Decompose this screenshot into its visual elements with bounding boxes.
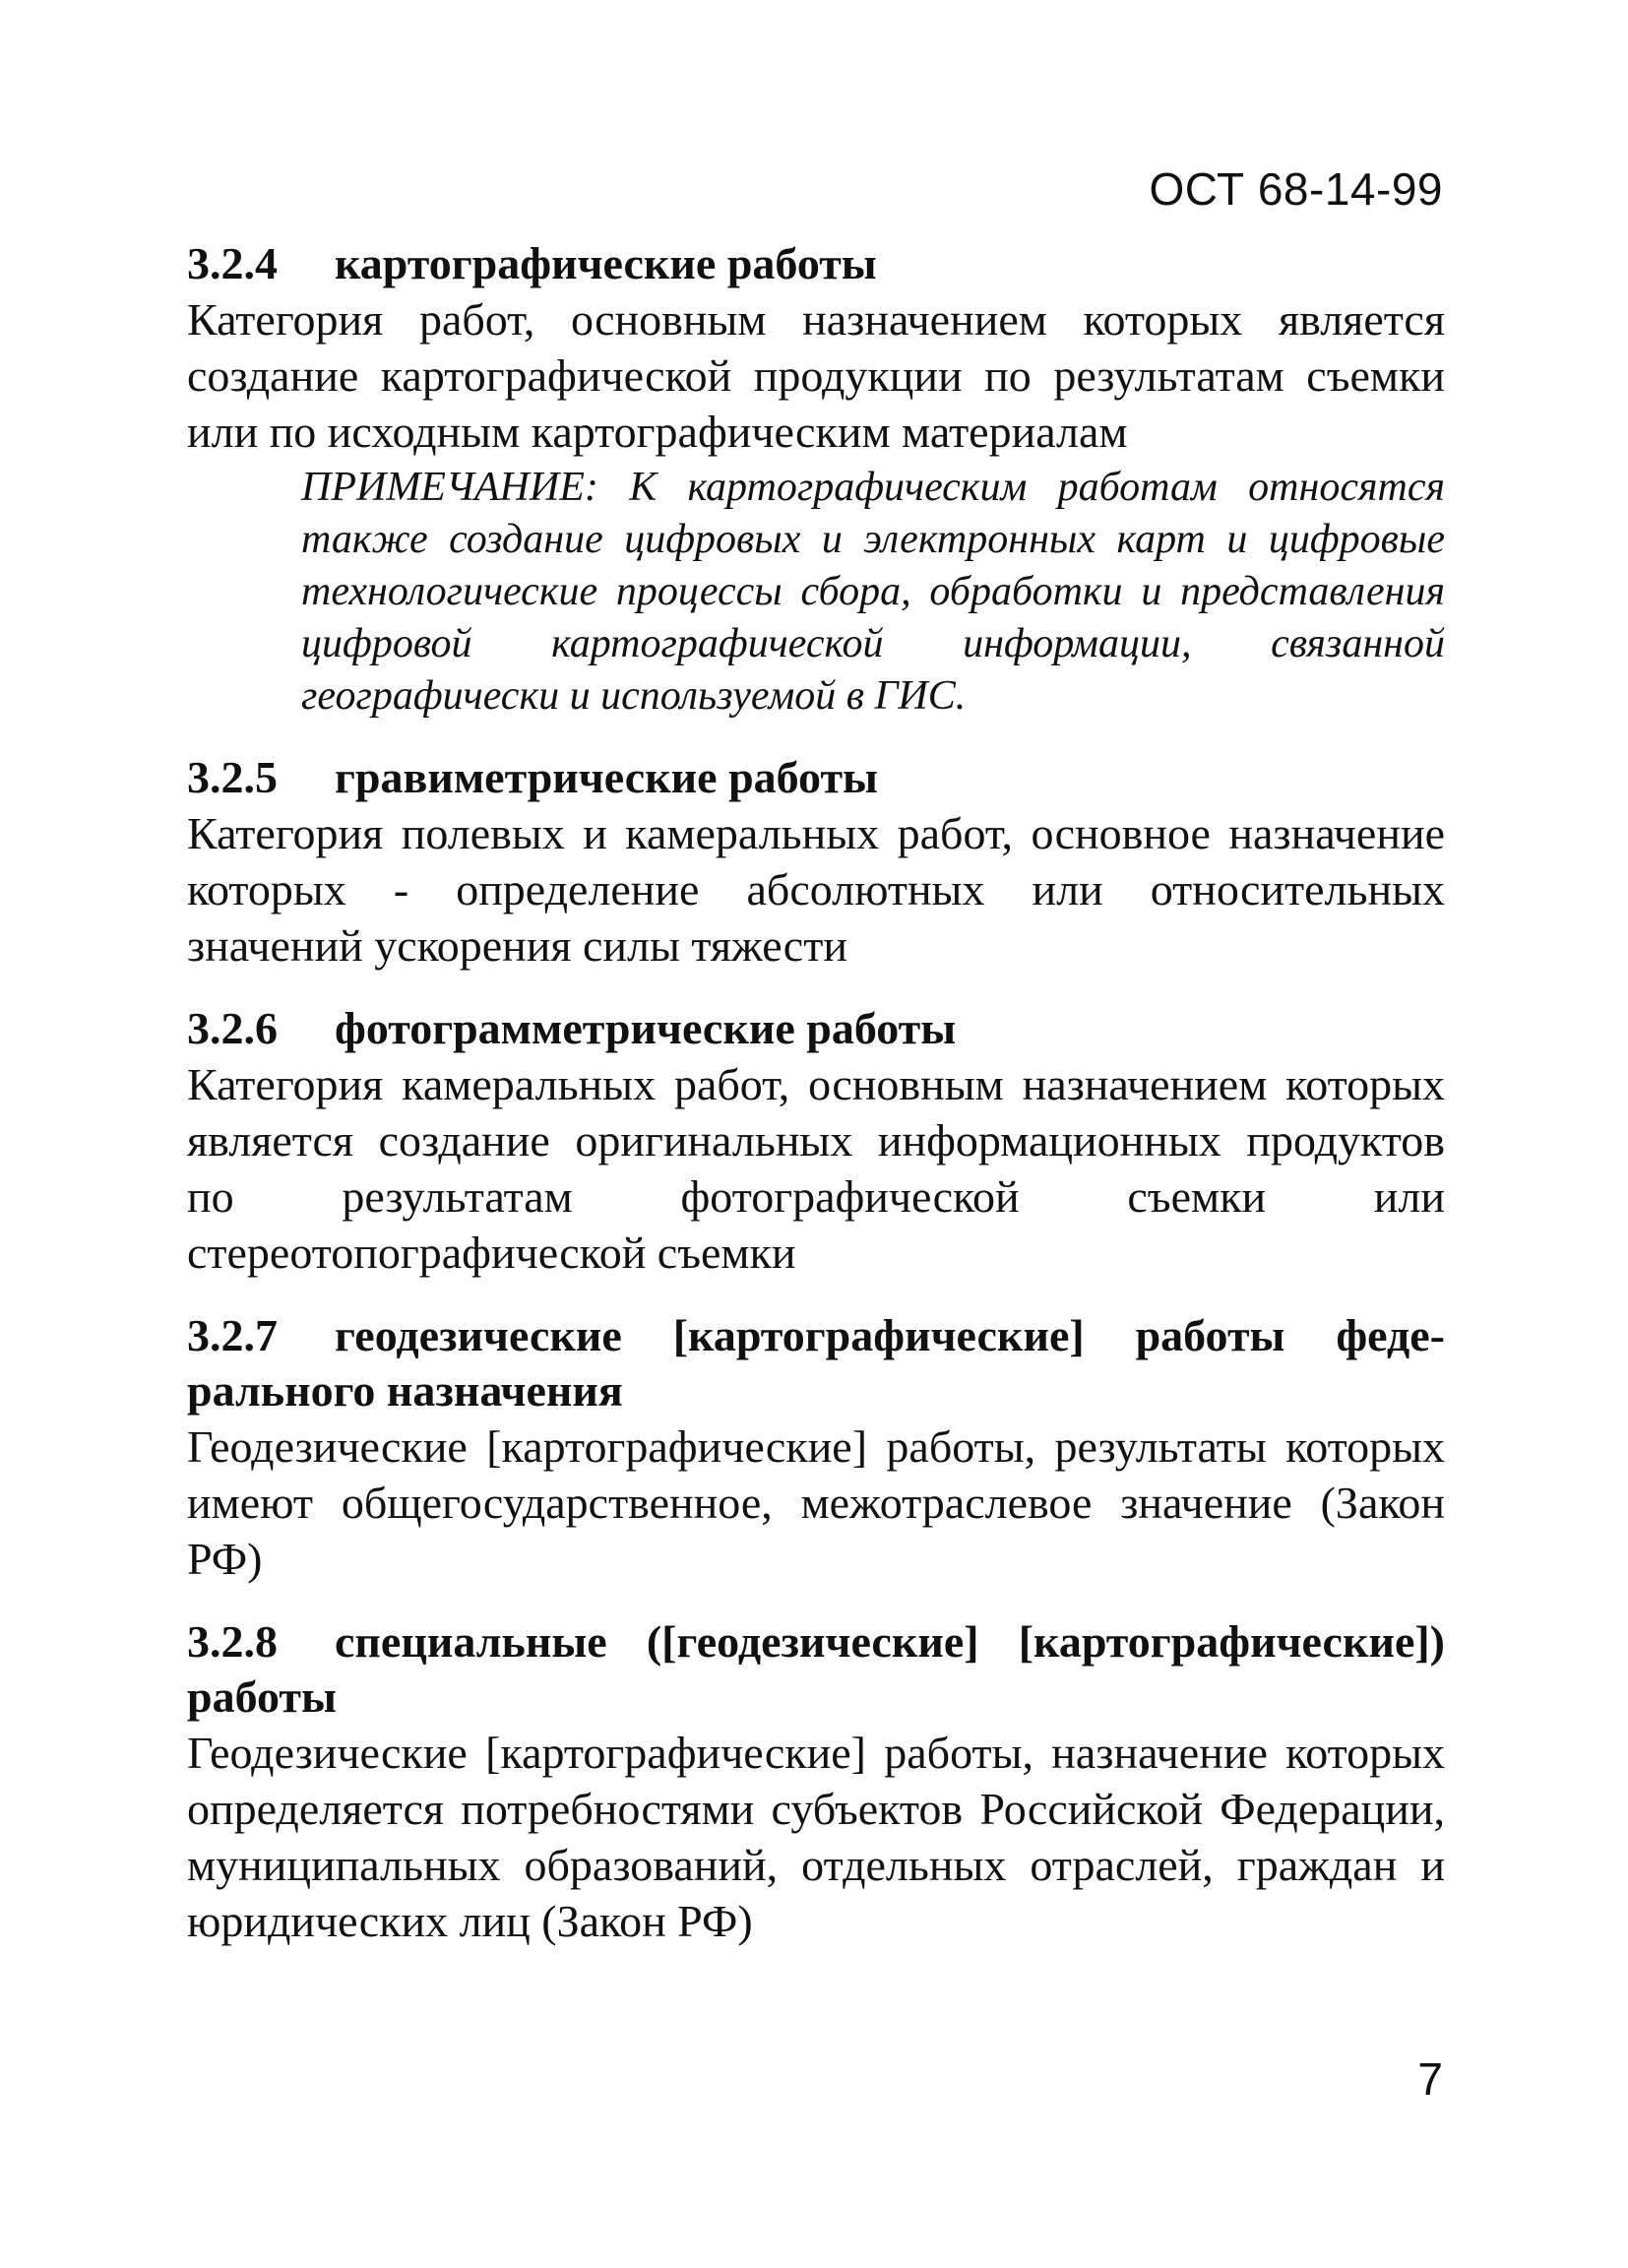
section-title: фотограмметрические работы (335, 1003, 957, 1053)
section-body: Категория полевых и камеральных работ, основное назначение которых - определение абсолютных или относительных значений ускорения силы тяжести (187, 808, 1445, 971)
section-body: Геодезические [картографические] работы, назначение которых определяется потребностями субъектов Российской Федерации, муниципальных образований, отдельных отраслей, граждан и юридических лиц (Закон РФ) (187, 1728, 1445, 1946)
section-heading (187, 1614, 1445, 1725)
section-number: 3.2.8 (187, 1616, 278, 1667)
document-code: ОСТ 68-14-99 (1149, 163, 1443, 215)
document-content (187, 236, 1445, 1977)
section-body: Геодезические [картографические] работы, результаты которых имеют общегосударственное, межотраслевое значение (Закон РФ) (187, 1421, 1445, 1584)
section-3-2-6 (187, 1001, 1445, 1281)
section-number: 3.2.4 (187, 238, 278, 288)
section-number: 3.2.7 (187, 1310, 278, 1360)
section-body: Категория камеральных работ, основным назначением которых является создание оригинальных информационных продуктов по результатам фотографической съемки или стереотопографической съемки (187, 1059, 1445, 1278)
section-heading (187, 750, 1445, 805)
section-3-2-8 (187, 1614, 1445, 1949)
section-heading (187, 236, 1445, 291)
section-number: 3.2.6 (187, 1003, 278, 1053)
section-note: ПРИМЕЧАНИЕ: К картографическим работам относятся также создание цифровых и электронных карт и цифровые технологические процессы сбора, обработки и представления цифровой картографической информации, связанной географически и используемой в ГИС. (301, 465, 1445, 719)
section-heading (187, 1308, 1445, 1418)
section-title: геодезические [картографические] работы федерального назначения (187, 1310, 1445, 1416)
section-heading (187, 1001, 1445, 1056)
section-title: специальные ([геодезические] [картографические]) работы (187, 1616, 1445, 1722)
section-3-2-7 (187, 1308, 1445, 1587)
section-title: картографические работы (335, 238, 877, 288)
section-3-2-5 (187, 750, 1445, 974)
section-number: 3.2.5 (187, 752, 278, 802)
section-3-2-4 (187, 236, 1445, 723)
section-body: Категория работ, основным назначением которых является создание картографической продукции по результатам съемки или по исходным картографическим материалам (187, 294, 1445, 457)
section-title: гравиметрические работы (335, 752, 878, 802)
page-number: 7 (1417, 2053, 1443, 2105)
